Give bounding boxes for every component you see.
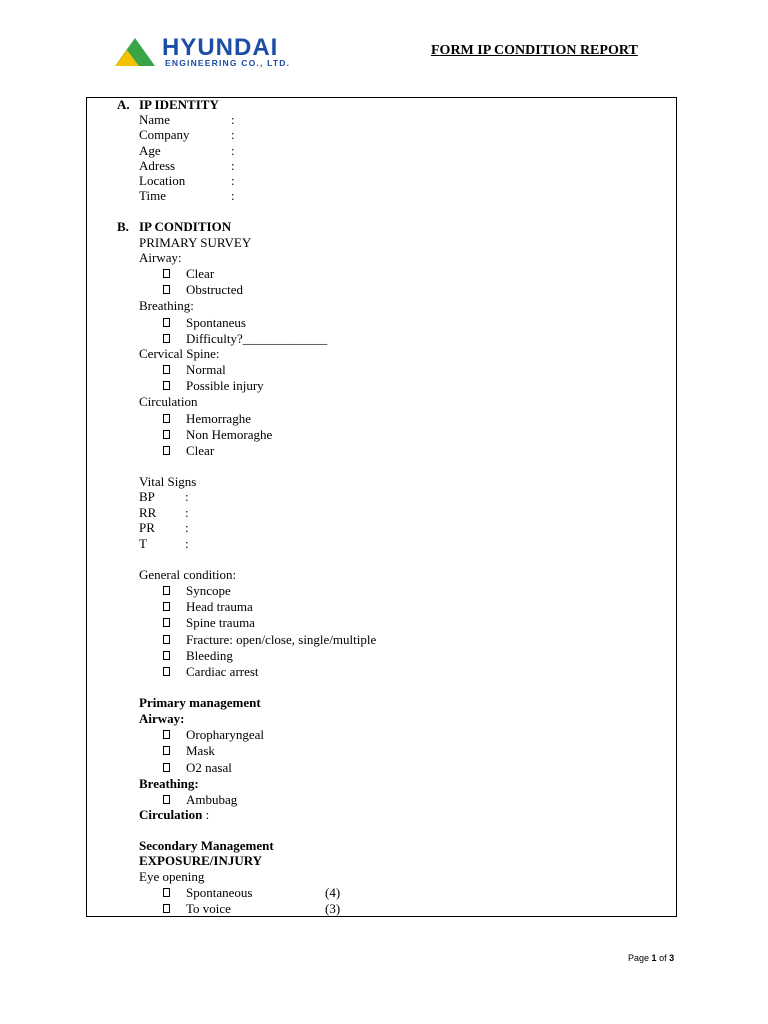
field-age-label: Age [139,143,161,158]
exposure-injury-heading: EXPOSURE/INJURY [139,853,263,868]
vital-rr-label: RR [139,505,157,520]
airway-label: Airway: [139,250,182,265]
section-b-letter: B. [117,219,129,234]
checkbox-label: Fracture: open/close, single/multiple [186,632,377,647]
checkbox-label: Oropharyngeal [186,727,264,742]
page-total: 3 [669,953,675,963]
field-company-colon: : [231,127,235,142]
section-b-title: IP CONDITION [139,219,232,234]
checkbox[interactable] [163,430,170,439]
cervical-spine-label: Cervical Spine: [139,346,220,361]
eye-opening-label: Eye opening [139,869,205,884]
hyundai-triangle-icon [113,36,159,68]
field-age-colon: : [231,143,235,158]
checkbox-label: Non Hemoraghe [186,427,273,442]
field-time-label: Time [139,188,166,203]
checkbox-label: Ambubag [186,792,238,807]
pm-circulation-label: Circulation [139,807,203,822]
vital-rr-colon: : [185,505,189,520]
checkbox-label: O2 nasal [186,760,232,775]
checkbox[interactable] [163,334,170,343]
checkbox-label: Difficulty?_____________ [186,331,328,346]
field-company-label: Company [139,127,190,142]
secondary-management-heading: Secondary Management [139,838,274,853]
checkbox[interactable] [163,763,170,772]
vital-signs-label: Vital Signs [139,474,197,489]
score-label: (3) [325,901,341,916]
company-logo [113,36,305,68]
vital-t-label: T [139,536,147,551]
vital-pr-colon: : [185,520,189,535]
field-address-colon: : [231,158,235,173]
field-name-colon: : [231,112,235,127]
page-indicator [628,953,674,963]
field-location-colon: : [231,173,235,188]
checkbox[interactable] [163,651,170,660]
checkbox[interactable] [163,746,170,755]
checkbox[interactable] [163,795,170,804]
document-title: FORM IP CONDITION REPORT [431,43,638,58]
circulation-label: Circulation [139,394,198,409]
pm-circulation-colon: : [202,807,210,822]
pm-circulation-line [139,807,209,822]
checkbox-label: Spine trauma [186,615,255,630]
checkbox-label: Syncope [186,583,231,598]
field-location-label: Location [139,173,186,188]
pm-breathing-label: Breathing: [139,776,199,791]
checkbox[interactable] [163,365,170,374]
vital-bp-label: BP [139,489,155,504]
section-a-title: IP IDENTITY [139,97,219,112]
checkbox-label: To voice [186,901,231,916]
breathing-label: Breathing: [139,298,194,313]
pm-airway-label: Airway: [139,711,185,726]
checkbox-label: Clear [186,266,215,281]
company-name: HYUNDAI [162,34,279,61]
general-condition-label: General condition: [139,567,237,582]
checkbox-label: Spontaneus [186,315,246,330]
checkbox[interactable] [163,414,170,423]
checkbox-label: Hemorraghe [186,411,251,426]
checkbox[interactable] [163,730,170,739]
checkbox[interactable] [163,667,170,676]
checkbox-label: Obstructed [186,282,244,297]
checkbox[interactable] [163,602,170,611]
checkbox[interactable] [163,635,170,644]
of-word: of [659,953,667,963]
checkbox-label: Clear [186,443,215,458]
vital-bp-colon: : [185,489,189,504]
page-word: Page [628,953,650,963]
checkbox-label: Normal [186,362,226,377]
checkbox[interactable] [163,446,170,455]
checkbox[interactable] [163,904,170,913]
checkbox[interactable] [163,618,170,627]
checkbox-label: Possible injury [186,378,264,393]
checkbox-label: Bleeding [186,648,233,663]
checkbox[interactable] [163,318,170,327]
checkbox[interactable] [163,285,170,294]
primary-survey-heading: PRIMARY SURVEY [139,235,252,250]
page-number: 1 [651,953,657,963]
checkbox-label: Cardiac arrest [186,664,259,679]
vital-pr-label: PR [139,520,155,535]
primary-management-heading: Primary management [139,695,261,710]
checkbox[interactable] [163,586,170,595]
vital-t-colon: : [185,536,189,551]
field-time-colon: : [231,188,235,203]
field-address-label: Adress [139,158,176,173]
checkbox-label: Mask [186,743,215,758]
checkbox[interactable] [163,269,170,278]
score-label: (4) [325,885,341,900]
checkbox[interactable] [163,381,170,390]
checkbox[interactable] [163,888,170,897]
checkbox-label: Head trauma [186,599,253,614]
checkbox-label: Spontaneous [186,885,253,900]
section-a-letter: A. [117,97,130,112]
field-name-label: Name [139,112,171,127]
company-subtitle: ENGINEERING CO., LTD. [165,58,291,68]
